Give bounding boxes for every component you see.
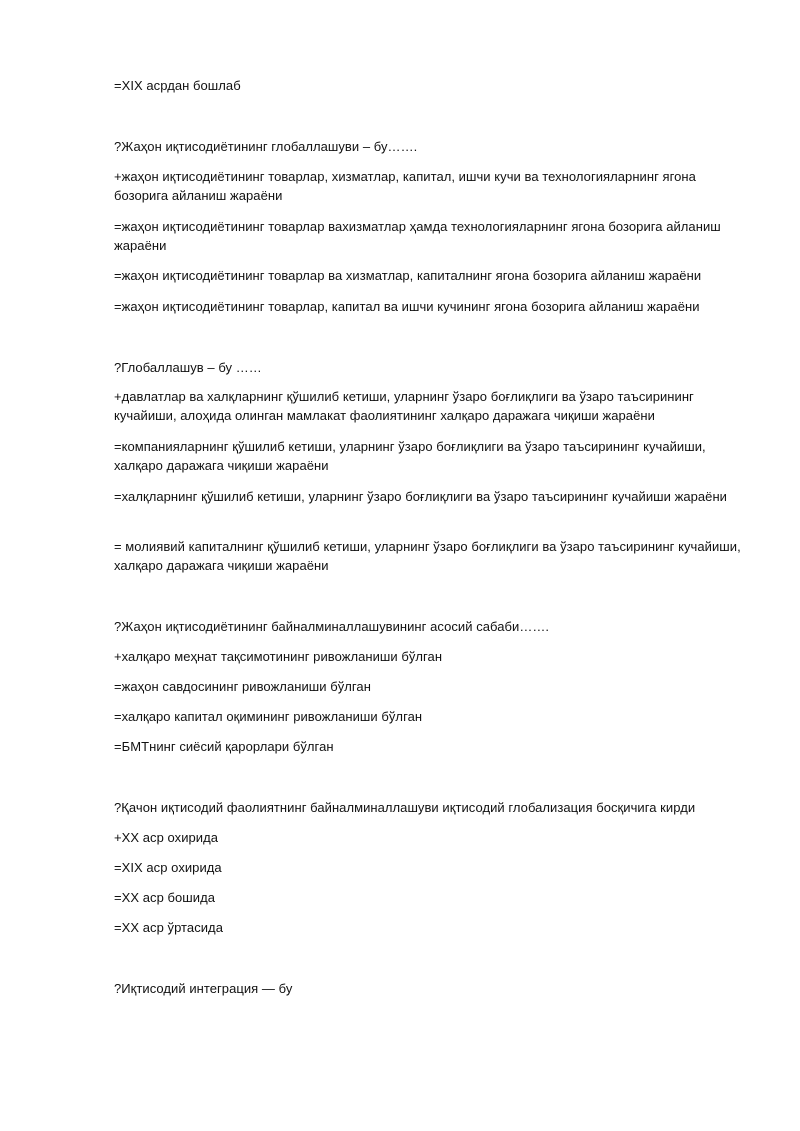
answer-line: +жаҳон иқтисодиётининг товарлар, хизматлар, капитал, ишчи кучи ва технологияларнинг ягона бозорига айланиш жараёни — [114, 169, 696, 203]
answer-line: =компанияларнинг қўшилиб кетиши, уларнинг ўзаро боғлиқлиги ва ўзаро таъсирининг кучайиши, халқаро даражага чиқиши жараёни — [114, 439, 706, 473]
answer-line: =жаҳон иқтисодиётининг товарлар вахизматлар ҳамда технологияларнинг ягона бозорига айланиш жараёни — [114, 219, 721, 253]
question-line: ?Иқтисодий интеграция — бу — [114, 981, 293, 996]
answer-line: =XX аср бошида — [114, 890, 215, 905]
answer-line: =жаҳон савдосининг ривожланиши бўлган — [114, 679, 371, 694]
question-line: ?Жаҳон иқтисодиётининг байналминаллашувининг асосий сабаби……. — [114, 619, 550, 634]
answer-line: =халқаро капитал оқимининг ривожланиши бўлган — [114, 709, 423, 724]
answer-line: =жаҳон иқтисодиётининг товарлар, капитал ва ишчи кучининг ягона бозорига айланиш жараёни — [114, 299, 700, 314]
question-line: ?Жаҳон иқтисодиётининг глобаллашуви – бу……. — [114, 139, 418, 154]
answer-line: =халқларнинг қўшилиб кетиши, уларнинг ўзаро боғлиқлиги ва ўзаро таъсирининг кучайиши жараёни — [114, 489, 727, 504]
answer-line: = молиявий капиталнинг қўшилиб кетиши, уларнинг ўзаро боғлиқлиги ва ўзаро таъсирининг кучайиши, халқаро даражага чиқиши жараёни — [114, 539, 741, 573]
answer-line: =XX аср ўртасида — [114, 920, 223, 935]
answer-line: +давлатлар ва халқларнинг қўшилиб кетиши, уларнинг ўзаро боғлиқлиги ва ўзаро таъсирининг кучайиши, алоҳида олинган мамлакат фаолиятининг халқаро даражага чиқиши жараёни — [114, 389, 694, 423]
answer-line: =БМТнинг сиёсий қарорлари бўлган — [114, 739, 334, 754]
question-line: ?Қачон иқтисодий фаолиятнинг байналминаллашуви иқтисодий глобализация босқичига кирди — [114, 800, 696, 815]
answer-line: =жаҳон иқтисодиётининг товарлар ва хизматлар, капиталнинг ягона бозорига айланиш жараёни — [114, 268, 702, 283]
answer-line: +XX аср охирида — [114, 830, 219, 845]
answer-line: =XIX асрдан бошлаб — [114, 78, 241, 93]
answer-line: =XIX аср охирида — [114, 860, 222, 875]
answer-line: +халқаро меҳнат тақсимотининг ривожланиши бўлган — [114, 649, 443, 664]
question-line: ?Глобаллашув – бу …… — [114, 360, 262, 375]
